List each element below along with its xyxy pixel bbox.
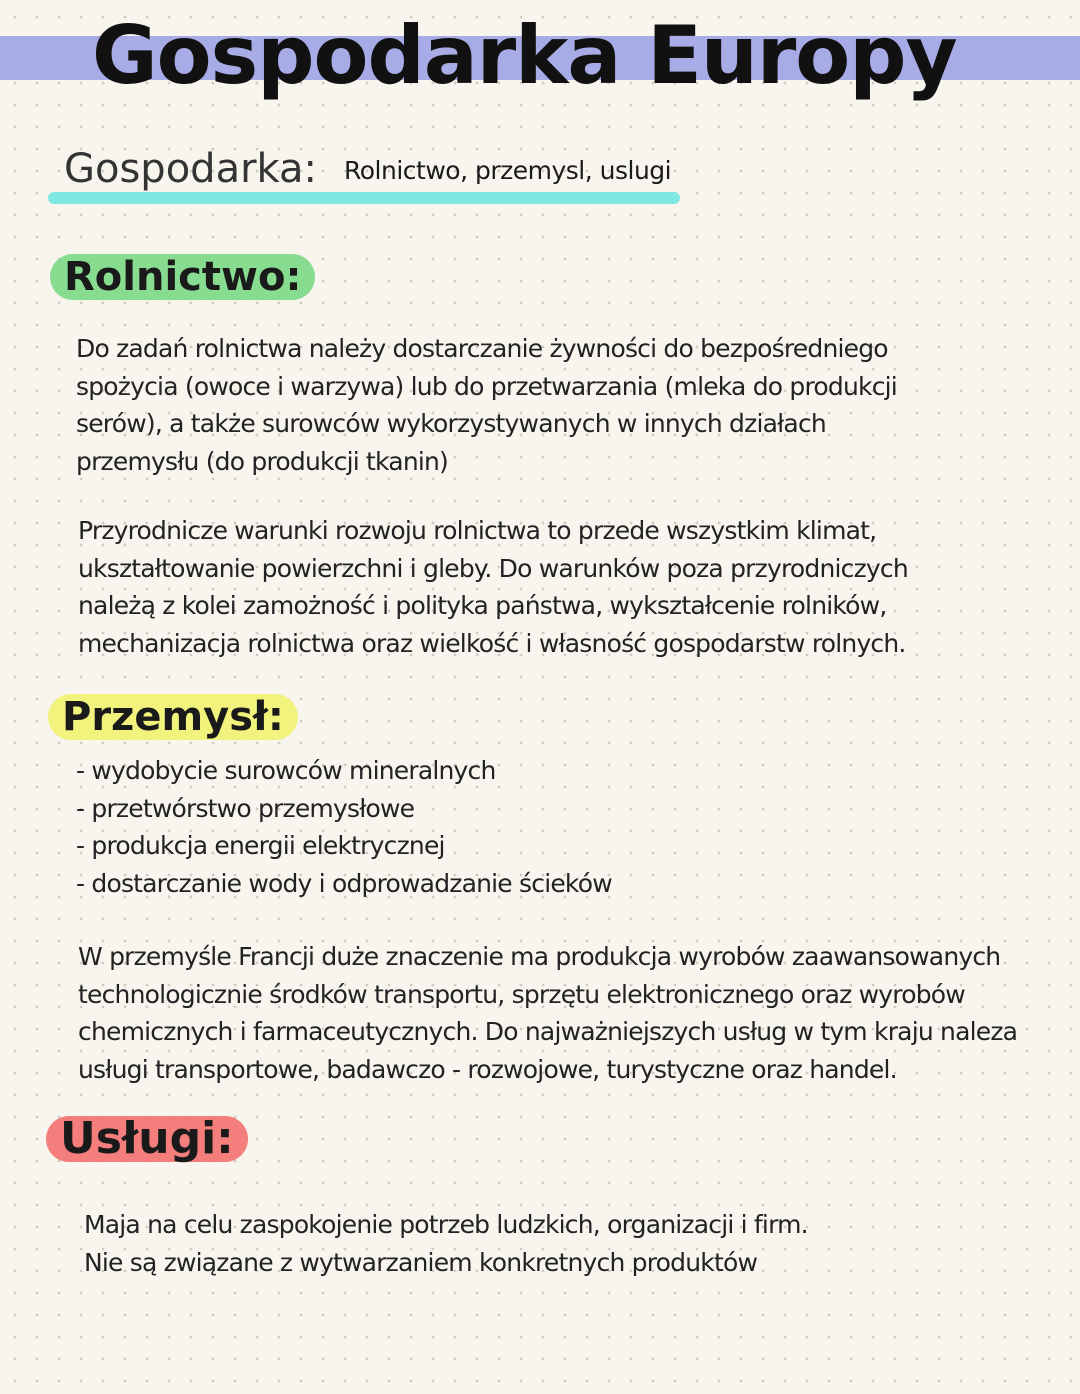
list-item: - przetwórstwo przemysłowe [76, 790, 612, 828]
services-paragraph [84, 1206, 808, 1281]
text-line: należą z kolei zamożność i polityka państwa, wykształcenie rolników, [78, 591, 887, 620]
text-line: W przemyśle Francji duże znaczenie ma produkcja wyrobów zaawansowanych [78, 942, 1001, 971]
text-line: ukształtowanie powierzchni i gleby. Do warunków poza przyrodniczych [78, 553, 908, 583]
text-line: mechanizacja rolnictwa oraz wielkość i własność gospodarstw rolnych. [78, 628, 906, 658]
page-title: Gospodarka Europy [92, 9, 957, 102]
text-line: chemicznych i farmaceutycznych. Do najważniejszych usług w tym kraju naleza [78, 1017, 1018, 1046]
text-line: Do zadań rolnictwa należy dostarczanie żywności do bezpośredniego [76, 334, 888, 363]
industry-heading: Przemysł: [48, 694, 298, 740]
economy-summary [48, 142, 680, 206]
text-line: Maja na celu zaspokojenie potrzeb ludzkich, organizacji i firm. [84, 1210, 808, 1239]
agriculture-paragraph-1 [76, 330, 897, 480]
list-item: - wydobycie surowców mineralnych [76, 752, 612, 790]
text-line: technologicznie środków transportu, sprzętu elektronicznego oraz wyrobów [78, 979, 965, 1009]
agriculture-paragraph-2 [78, 512, 908, 662]
industry-list [76, 752, 612, 902]
text-line: spożycia (owoce i warzywa) lub do przetwarzania (mleka do produkcji [76, 371, 897, 401]
list-item: - dostarczanie wody i odprowadzanie ścieków [76, 865, 612, 903]
text-line: Nie są związane z wytwarzaniem konkretnych produktów [84, 1247, 758, 1277]
text-line: przemysłu (do produkcji tkanin) [76, 446, 449, 476]
agriculture-heading: Rolnictwo: [50, 254, 315, 300]
economy-value: Rolnictwo, przemysl, uslugi [344, 156, 672, 185]
text-line: Przyrodnicze warunki rozwoju rolnictwa to przede wszystkim klimat, [78, 516, 877, 545]
text-line: usługi transportowe, badawczo - rozwojowe, turystyczne oraz handel. [78, 1054, 897, 1084]
services-heading: Usługi: [46, 1116, 248, 1162]
economy-label: Gospodarka: [64, 146, 317, 192]
text-line: serów), a także surowców wykorzystywanych w innych działach [76, 409, 826, 438]
economy-underline [48, 192, 680, 204]
industry-paragraph [78, 938, 1017, 1088]
list-item: - produkcja energii elektrycznej [76, 827, 612, 865]
